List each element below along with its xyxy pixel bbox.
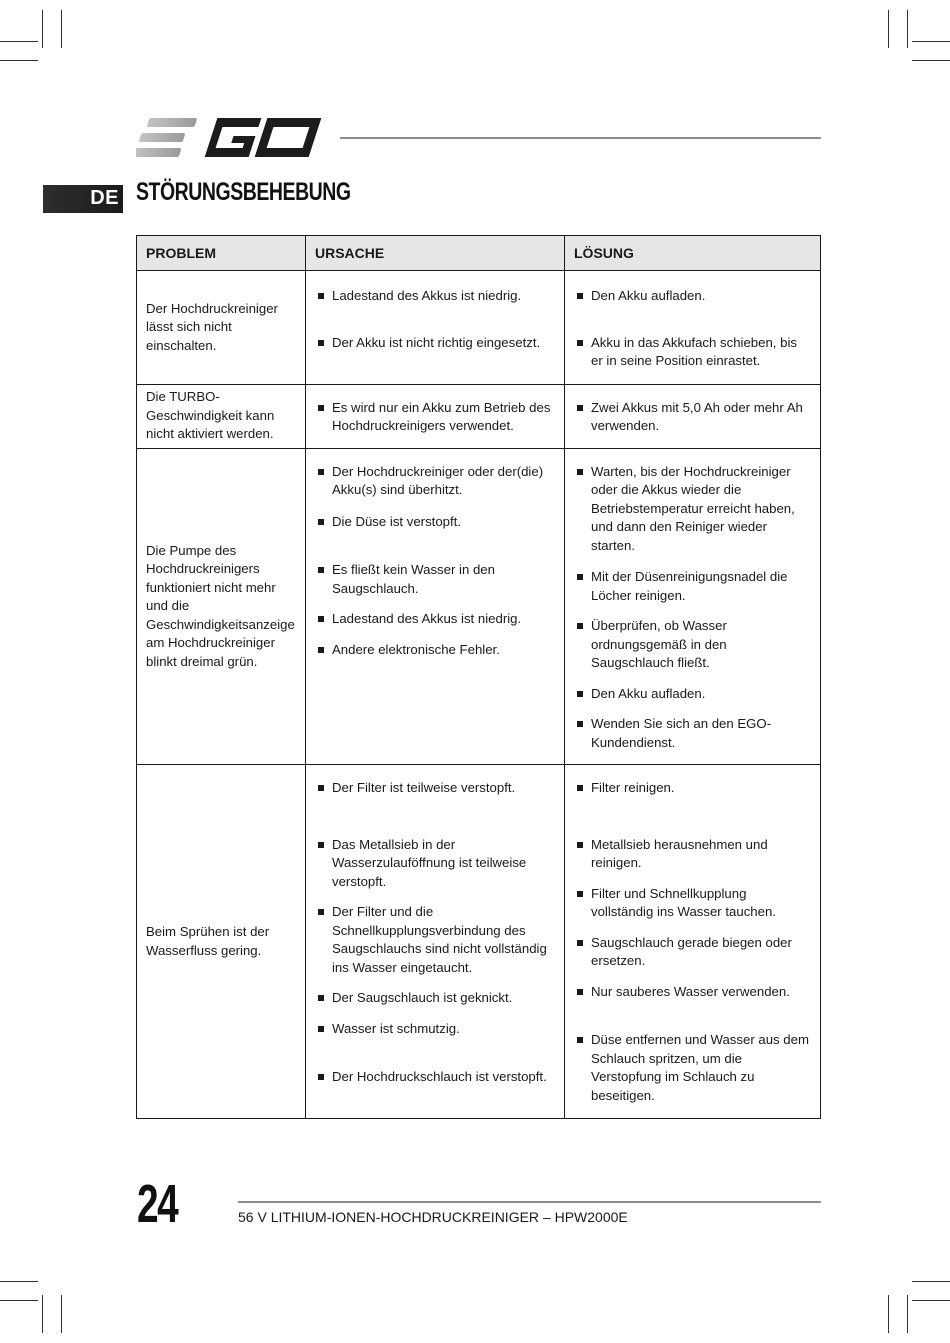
page-number: 24 (137, 1174, 178, 1234)
cause-item: Der Saugschlauch ist geknickt. (306, 989, 564, 1008)
crop-mark-icon (888, 10, 889, 48)
crop-mark-icon (0, 41, 38, 42)
solution-item: Mit der Düsenreinigungsnadel die Löcher reinigen. (565, 568, 820, 605)
crop-mark-icon (912, 1300, 950, 1301)
crop-mark-icon (912, 1281, 950, 1282)
cause-item: Der Akku ist nicht richtig eingesetzt. (306, 334, 564, 353)
cause-item: Die Düse ist verstopft. (306, 513, 564, 550)
column-header-problem: PROBLEM (137, 236, 306, 271)
cause-item: Es wird nur ein Akku zum Betrieb des Hochdruckreinigers verwendet. (306, 399, 564, 436)
ego-logo (136, 116, 322, 160)
cause-item: Andere elektronische Fehler. (306, 641, 564, 660)
language-code: DE (90, 187, 119, 209)
problem-cell: Beim Sprühen ist der Wasserfluss gering. (137, 765, 306, 1119)
crop-mark-icon (0, 60, 38, 61)
footer-product-line: 56 V LITHIUM-IONEN-HOCHDRUCKREINIGER – HPW2000E (238, 1209, 628, 1225)
problem-cell: Die Pumpe des Hochdruckreinigers funktioniert nicht mehr und die Geschwindigkeitsanzeige am Hochdruckreiniger blinkt dreimal grün. (137, 448, 306, 765)
crop-mark-icon (907, 10, 908, 48)
solution-item: Den Akku aufladen. (565, 685, 820, 704)
solution-item: Metallsieb herausnehmen und reinigen. (565, 836, 820, 873)
table-row (137, 448, 821, 765)
cause-cell (306, 765, 565, 1119)
cause-item: Ladestand des Akkus ist niedrig. (306, 610, 564, 629)
solution-cell (565, 448, 821, 765)
cause-item: Der Filter ist teilweise verstopft. (306, 779, 564, 816)
solution-item: Saugschlauch gerade biegen oder ersetzen. (565, 934, 820, 971)
column-header-solution: LÖSUNG (565, 236, 821, 271)
solution-item: Filter reinigen. (565, 779, 820, 816)
cause-cell (306, 384, 565, 448)
solution-item: Zwei Akkus mit 5,0 Ah oder mehr Ah verwenden. (565, 399, 820, 436)
table-header-row (137, 236, 821, 271)
cause-item: Das Metallsieb in der Wasserzulauföffnung ist teilweise verstopft. (306, 836, 564, 892)
solution-cell (565, 271, 821, 385)
solution-cell (565, 384, 821, 448)
table-row (137, 384, 821, 448)
crop-mark-icon (0, 1281, 38, 1282)
table-row (137, 765, 821, 1119)
crop-mark-icon (42, 10, 43, 48)
cause-cell (306, 448, 565, 765)
header-rule (340, 137, 821, 139)
cause-item: Wasser ist schmutzig. (306, 1020, 564, 1057)
solution-cell (565, 765, 821, 1119)
crop-mark-icon (888, 1295, 889, 1333)
solution-item: Überprüfen, ob Wasser ordnungsgemäß in den Saugschlauch fließt. (565, 617, 820, 673)
cause-item: Der Hochdruckschlauch ist verstopft. (306, 1068, 564, 1105)
cause-item: Der Hochdruckreiniger oder der(die) Akku(s) sind überhitzt. (306, 463, 564, 500)
crop-mark-icon (61, 10, 62, 48)
cause-item: Es fließt kein Wasser in den Saugschlauch. (306, 561, 564, 598)
column-header-cause: URSACHE (306, 236, 565, 271)
crop-mark-icon (912, 41, 950, 42)
crop-mark-icon (61, 1295, 62, 1333)
table-row (137, 271, 821, 385)
solution-item: Filter und Schnellkupplung vollständig ins Wasser tauchen. (565, 885, 820, 922)
cause-cell (306, 271, 565, 385)
problem-cell: Der Hochdruckreiniger lässt sich nicht einschalten. (137, 271, 306, 385)
troubleshooting-table (136, 235, 821, 1119)
cause-item: Ladestand des Akkus ist niedrig. (306, 287, 564, 324)
language-tab (43, 185, 123, 213)
solution-item: Warten, bis der Hochdruckreiniger oder die Akkus wieder die Betriebstemperatur erreicht haben, und dann den Reiniger wieder starten. (565, 463, 820, 556)
cause-item: Der Filter und die Schnellkupplungsverbindung des Saugschlauchs sind nicht vollständig ins Wasser eingetaucht. (306, 903, 564, 977)
section-title: STÖRUNGSBEHEBUNG (136, 178, 351, 206)
crop-mark-icon (0, 1300, 38, 1301)
table-body (137, 271, 821, 1119)
crop-mark-icon (912, 60, 950, 61)
solution-item: Nur sauberes Wasser verwenden. (565, 983, 820, 1020)
crop-mark-icon (907, 1295, 908, 1333)
solution-item: Akku in das Akkufach schieben, bis er in seine Position einrastet. (565, 334, 820, 371)
solution-item: Den Akku aufladen. (565, 287, 820, 324)
solution-item: Düse entfernen und Wasser aus dem Schlauch spritzen, um die Verstopfung im Schlauch zu beseitigen. (565, 1031, 820, 1105)
solution-item: Wenden Sie sich an den EGO-Kundendienst. (565, 715, 820, 752)
problem-cell: Die TURBO-Geschwindigkeit kann nicht aktiviert werden. (137, 384, 306, 448)
crop-mark-icon (42, 1295, 43, 1333)
footer-rule (238, 1201, 821, 1203)
